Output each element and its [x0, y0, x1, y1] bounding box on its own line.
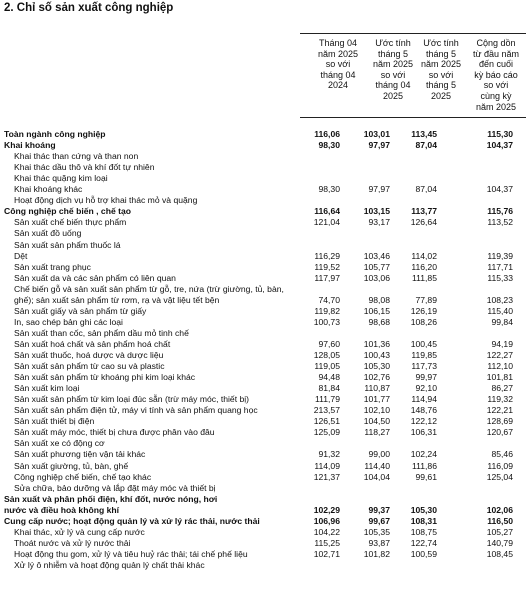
row-value: 99,67 [368, 515, 390, 526]
row-value: 102,10 [363, 405, 390, 416]
row-value: 126,19 [410, 305, 437, 316]
row-value: 105,35 [363, 526, 390, 537]
row-label: In, sao chép bản ghi các loại [14, 316, 123, 327]
row-value: 99,61 [415, 471, 437, 482]
table-row [0, 549, 528, 560]
column-header-1 [310, 38, 366, 91]
column-header-line: so với [325, 59, 351, 70]
row-value: 93,17 [368, 217, 390, 228]
row-value: 104,50 [363, 416, 390, 427]
row-value: 120,67 [486, 427, 513, 438]
row-value: 97,97 [368, 184, 390, 195]
row-value: 87,04 [415, 140, 437, 151]
table-row [0, 560, 528, 571]
row-label: Sản xuất sản phẩm từ khoáng phi kim loại khác [14, 372, 196, 383]
column-header-line: 2024 [327, 80, 349, 91]
row-value: 111,86 [411, 460, 437, 471]
row-value: 108,26 [410, 316, 437, 327]
row-value: 106,31 [410, 427, 437, 438]
row-value: 97,60 [318, 338, 340, 349]
header-bottom-rule [300, 117, 526, 118]
row-label: Sản xuất sản phẩm từ kim loại đúc sẵn (trừ máy móc, thiết bị) [14, 394, 250, 405]
row-value: 74,70 [318, 294, 340, 305]
column-header-line: Ước tính [423, 38, 459, 48]
column-header-line: Cộng dồn [476, 38, 516, 48]
row-label: Hoạt động dịch vụ hỗ trợ khai thác mỏ và quặng [14, 195, 198, 206]
row-value: 85,46 [491, 449, 513, 460]
row-value: 101,77 [363, 394, 390, 405]
row-value: 117,71 [487, 261, 513, 272]
row-value: 116,50 [487, 515, 513, 526]
column-header-line: năm 2025 [372, 59, 414, 70]
column-header-line: kỳ báo cáo [474, 69, 518, 80]
row-value: 105,77 [363, 261, 390, 272]
row-value: 122,12 [410, 416, 437, 427]
row-value: 122,21 [486, 405, 513, 416]
row-label: Cung cấp nước; hoạt động quản lý và xử lý rác thải, nước thải [4, 515, 260, 526]
row-value: 125,09 [313, 427, 340, 438]
row-value: 119,82 [314, 305, 340, 316]
row-label: Khai thác dầu thô và khí đốt tự nhiên [14, 162, 155, 173]
table-row [0, 195, 528, 206]
table-row [0, 184, 528, 195]
table-row [0, 405, 528, 416]
table-row [0, 228, 528, 239]
row-value: 98,30 [318, 140, 340, 151]
table-row [0, 372, 528, 383]
table-row [0, 284, 528, 295]
row-value: 121,04 [313, 217, 340, 228]
row-value: 103,01 [363, 129, 390, 139]
row-value: 92,10 [415, 383, 437, 394]
table-row [0, 416, 528, 427]
row-value: 114,40 [364, 460, 390, 471]
row-value: 101,82 [363, 548, 390, 559]
row-label: Thoát nước và xử lý nước thải [14, 537, 131, 548]
table-row [0, 461, 528, 472]
row-label: Khai thác, xử lý và cung cấp nước [14, 526, 145, 537]
column-header-line: tháng 04 [320, 69, 356, 80]
row-label: Xử lý ô nhiễm và hoạt động quản lý chất thải khác [14, 559, 205, 570]
row-value: 105,30 [363, 361, 390, 372]
row-value: 100,45 [410, 338, 437, 349]
row-label: Hoạt động thu gom, xử lý và tiêu huỷ rác thải; tái chế phế liệu [14, 548, 248, 559]
row-value: 104,37 [486, 140, 513, 151]
column-header-line: tháng 04 [375, 80, 411, 91]
row-value: 213,57 [313, 405, 340, 416]
row-value: 114,02 [411, 250, 437, 261]
table-row [0, 317, 528, 328]
row-value: 112,10 [487, 361, 513, 372]
row-value: 99,97 [415, 372, 437, 383]
row-value: 114,94 [411, 394, 437, 405]
table-row [0, 361, 528, 372]
table-row [0, 240, 528, 251]
row-value: 122,27 [486, 350, 513, 360]
table-row [0, 472, 528, 483]
row-value: 100,59 [410, 548, 437, 559]
row-label: Sản xuất sản phẩm thuốc lá [14, 239, 121, 250]
column-header-line: so với [428, 69, 454, 80]
table-row [0, 262, 528, 273]
row-label: Chế biến gỗ và sản xuất sản phẩm từ gỗ, tre, nứa (trừ giường, tủ, bàn, [14, 283, 284, 294]
row-value: 108,23 [486, 294, 513, 305]
row-value: 94,48 [318, 372, 340, 383]
row-label: Sản xuất thiết bị điện [14, 416, 95, 427]
row-value: 108,75 [410, 526, 437, 537]
row-value: 115,25 [314, 537, 340, 548]
row-value: 128,69 [486, 416, 513, 427]
row-value: 98,30 [318, 184, 340, 195]
row-value: 94,19 [491, 338, 513, 349]
row-label: Sản xuất xe có động cơ [14, 438, 105, 449]
row-label: Sửa chữa, bảo dưỡng và lắp đặt máy móc và thiết bị [14, 482, 216, 493]
row-label: Sản xuất sản phẩm điện tử, máy vi tính và sản phẩm quang học [14, 405, 258, 416]
row-label: Sản xuất hoá chất và sản phẩm hoá chất [14, 338, 171, 349]
row-value: 93,87 [368, 537, 390, 548]
row-label: Công nghiệp chế biến , chế tạo [4, 206, 132, 217]
table-row [0, 527, 528, 538]
row-value: 100,43 [363, 350, 390, 360]
table-row [0, 129, 528, 140]
row-value: 122,74 [410, 537, 437, 548]
row-value: 108,31 [410, 515, 437, 526]
row-value: 99,00 [368, 449, 390, 460]
table-row [0, 350, 528, 361]
row-label: Khai thác quặng kim loại [14, 173, 108, 184]
row-value: 91,32 [318, 449, 340, 460]
table-row [0, 339, 528, 350]
table-row [0, 538, 528, 549]
row-label: Sản xuất và phân phối điện, khí đốt, nước nóng, hơi [4, 493, 218, 504]
row-label: Sản xuất giấy và sản phẩm từ giấy [14, 305, 147, 316]
row-value: 103,15 [363, 206, 390, 217]
row-value: 115,33 [487, 272, 513, 283]
row-value: 110,87 [364, 383, 390, 394]
row-value: 103,46 [363, 250, 390, 261]
row-value: 87,04 [415, 184, 437, 195]
row-value: 119,85 [411, 350, 437, 360]
table-row [0, 427, 528, 438]
row-label: ghế); sản xuất sản phẩm từ rơm, rạ và vật liệu tết bện [14, 294, 220, 305]
row-value: 117,73 [411, 361, 437, 372]
row-value: 119,39 [487, 250, 513, 261]
column-header-line: tháng 5 [425, 80, 457, 91]
row-value: 106,96 [313, 515, 340, 526]
row-value: 121,37 [313, 471, 340, 482]
table-row [0, 483, 528, 494]
table-row [0, 516, 528, 527]
row-value: 99,84 [491, 316, 513, 327]
row-value: 118,27 [364, 427, 390, 438]
table-row [0, 306, 528, 317]
column-header-line: Ước tính [375, 38, 411, 48]
row-value: 116,09 [487, 460, 513, 471]
table-row [0, 438, 528, 449]
column-header-line: đến cuối [478, 59, 514, 70]
row-value: 104,22 [313, 526, 340, 537]
table-row [0, 394, 528, 405]
row-value: 98,68 [368, 316, 390, 327]
row-value: 105,30 [410, 504, 437, 515]
row-label: Sản xuất da và các sản phẩm có liên quan [14, 272, 176, 283]
row-value: 108,45 [486, 548, 513, 559]
row-label: nước và điều hoà không khí [4, 504, 119, 515]
row-label: Sản xuất kim loại [14, 383, 80, 394]
row-label: Sản xuất máy móc, thiết bị chưa được phân vào đâu [14, 427, 215, 438]
row-value: 77,89 [415, 294, 437, 305]
table-row [0, 494, 528, 505]
table-row [0, 449, 528, 460]
row-value: 115,40 [487, 305, 513, 316]
row-label: Sản xuất chế biến thực phẩm [14, 217, 127, 228]
row-value: 115,76 [487, 206, 513, 217]
row-value: 126,64 [410, 217, 437, 228]
column-header-line: so với [380, 69, 406, 80]
row-label: Sản xuất sản phẩm từ cao su và plastic [14, 361, 165, 372]
table-row [0, 206, 528, 217]
row-value: 105,27 [486, 526, 513, 537]
row-value: 86,27 [491, 383, 513, 394]
table-row [0, 383, 528, 394]
row-label: Công nghiệp chế biến, chế tạo khác [14, 471, 152, 482]
row-label: Sản xuất phương tiện vận tải khác [14, 449, 146, 460]
row-value: 140,79 [486, 537, 513, 548]
row-label: Sản xuất thuốc, hoá dược và dược liệu [14, 350, 164, 360]
row-value: 101,81 [486, 372, 513, 383]
table-row [0, 151, 528, 162]
row-label: Khai thác than cứng và than non [14, 151, 139, 162]
table-row [0, 273, 528, 284]
row-value: 116,29 [314, 250, 340, 261]
table-row [0, 217, 528, 228]
row-value: 114,09 [314, 460, 340, 471]
row-value: 102,06 [486, 504, 513, 515]
row-value: 116,06 [314, 129, 340, 139]
row-value: 116,64 [314, 206, 340, 217]
table-row [0, 505, 528, 516]
row-value: 106,15 [363, 305, 390, 316]
row-label: Sản xuất đồ uống [14, 228, 82, 239]
row-value: 117,97 [314, 272, 340, 283]
row-label: Khai khoáng khác [14, 184, 83, 195]
column-header-line: tháng 5 [425, 48, 457, 59]
row-value: 119,32 [487, 394, 513, 405]
row-label: Sản xuất trang phục [14, 261, 91, 272]
column-header-line: so với [483, 80, 509, 91]
column-header-line: tháng 5 [377, 48, 409, 59]
table-row [0, 162, 528, 173]
section-title: 2. Chỉ số sản xuất công nghiệp [4, 2, 174, 14]
row-value: 99,37 [368, 504, 390, 515]
table-row [0, 328, 528, 339]
column-header-line: cùng kỳ [480, 90, 512, 101]
column-header-line: 2025 [382, 90, 404, 101]
row-value: 97,97 [368, 140, 390, 151]
row-value: 128,05 [313, 350, 340, 360]
row-value: 102,24 [410, 449, 437, 460]
row-value: 115,30 [487, 129, 513, 139]
column-header-line: 2025 [430, 90, 452, 101]
row-label: Dệt [14, 250, 28, 261]
row-value: 104,04 [363, 471, 390, 482]
row-label: Sản xuất than cốc, sản phẩm dầu mỏ tinh chế [14, 327, 189, 338]
table-row [0, 295, 528, 306]
table-row [0, 173, 528, 184]
row-value: 126,51 [313, 416, 340, 427]
row-value: 119,05 [314, 361, 340, 372]
row-label: Sản xuất giường, tủ, bàn, ghế [14, 460, 129, 471]
row-value: 113,52 [487, 217, 513, 228]
column-header-line: từ đầu năm [472, 48, 520, 59]
row-value: 148,76 [410, 405, 437, 416]
table-row [0, 251, 528, 262]
column-header-line: năm 2025 [420, 59, 462, 70]
table-row [0, 140, 528, 151]
row-value: 81,84 [318, 383, 340, 394]
row-value: 102,76 [363, 372, 390, 383]
row-value: 116,20 [411, 261, 437, 272]
row-value: 125,04 [486, 471, 513, 482]
row-value: 111,85 [411, 272, 437, 283]
row-value: 102,71 [313, 548, 340, 559]
row-value: 103,06 [363, 272, 390, 283]
header-top-rule [300, 33, 526, 34]
row-value: 102,29 [313, 504, 340, 515]
row-value: 119,52 [314, 261, 340, 272]
row-value: 98,08 [368, 294, 390, 305]
row-value: 104,37 [486, 184, 513, 195]
column-header-line: năm 2025 [317, 48, 359, 59]
row-value: 111,79 [314, 394, 340, 405]
row-label: Khai khoáng [4, 140, 56, 151]
column-header-2 [368, 38, 418, 102]
column-header-line: Tháng 04 [318, 38, 358, 48]
row-label: Toàn ngành công nghiệp [4, 129, 106, 139]
row-value: 113,77 [411, 206, 437, 217]
column-header-line: năm 2025 [475, 101, 517, 112]
row-value: 101,36 [363, 338, 390, 349]
column-header-4 [466, 38, 526, 112]
row-value: 113,45 [411, 129, 437, 139]
column-header-3 [418, 38, 464, 102]
row-value: 100,73 [313, 316, 340, 327]
